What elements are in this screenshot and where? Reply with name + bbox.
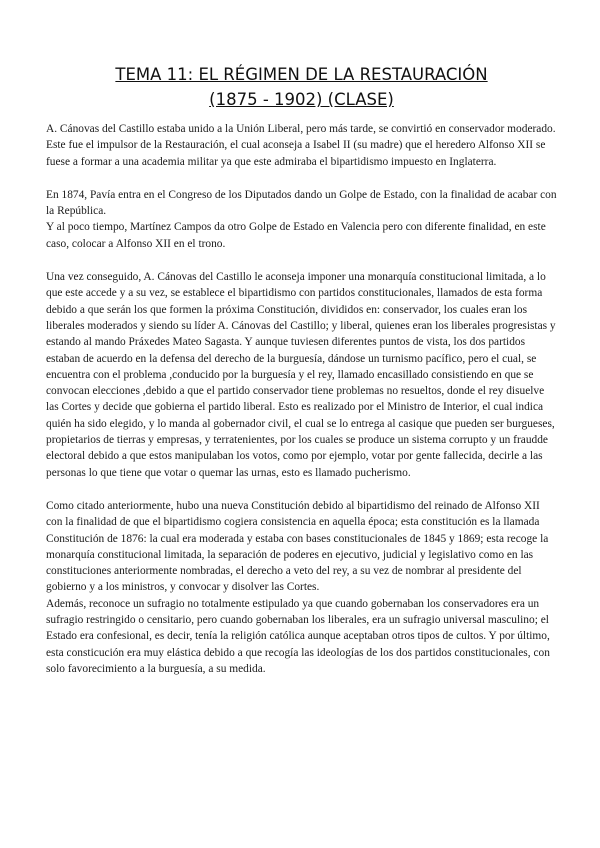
- title-block: [46, 62, 557, 112]
- paragraph-4: [46, 498, 557, 677]
- page-subtitle: (1875 - 1902) (CLASE): [209, 90, 394, 109]
- paragraph-sentence: A. Cánovas del Castillo estaba unido a la Unión Liberal, pero más tarde, se convirtió en conservador moderado.: [46, 123, 556, 135]
- paragraph-sentence: Este fue el impulsor de la Restauración, el cual aconseja a Isabel II (su madre) que el heredero Alfonso XII se fuese a formar a una academia militar ya que este admiraba el bipartidismo impuesto en Inglaterra.: [46, 139, 546, 168]
- page-title: TEMA 11: EL RÉGIMEN DE LA RESTAURACIÓN: [115, 65, 488, 84]
- paragraph-1: [46, 121, 557, 170]
- paragraph-sentence: Y al poco tiempo, Martínez Campos da otro Golpe de Estado en Valencia pero con diferente finalidad, en este caso, colocar a Alfonso XII en el trono.: [46, 221, 546, 250]
- paragraph-2: [46, 187, 557, 252]
- paragraph-sentence: Además, reconoce un sufragio no totalmente estipulado ya que cuando gobernaban los conservadores era un sufragio restringido o censitario, pero cuando gobernaban los liberales, era un sufragio universal masculino; el Estado era confesional, es decir, tenía la religión católica aunque aceptaban otros tipos de cultos. Y por último, esta consticución era muy elástica debido a que recogía las ideologías de los dos partidos constitucionales, con solo favorecimiento a la burguesía, a su medida.: [46, 597, 550, 675]
- paragraph-3: [46, 269, 557, 481]
- paragraph-sentence: Una vez conseguido, A. Cánovas del Castillo le aconseja imponer una monarquía constitucional limitada, a lo que este accede y a su vez, se establece el bipartidismo con partidos constitucionales, llamados de esta forma debido a que serán los que formen la próxima Constitución, divididos en: conservador, los cuales eran los liberales moderados y siendo su líder A. Cánovas del Castillo; y liberal, quienes eran los liberales progresistas y estando al mando Práxedes Mateo Sagasta. Y aunque tuviesen diferentes puntos de vista, los dos partidos estaban de acuerdo en la defensa del derecho de la burguesía, dándose un turnismo pacífico, pero el cual, se encuentra con el problema ,conducido por la burguesía y el rey, llamado encasillado consistiendo en que se convocan elecciones ,debido a que el partido conservador tiene problemas no resueltos, donde el rey disuelve las Cortes y decide que gobierna el partido liberal. Esto es realizado por el Ministro de Interior, el cual indica quién ha sido elegido, y lo manda al gobernador civil, el cual se lo entrega al casique que pueden ser burgueses, propietarios de tierras y empresas, y terratenientes, por los cuales se produce un sistema corrupto y un fraudde electoral debido a que estos manipulaban los votos, como por ejemplo, votar por gente fallecida, decirle a las personas lo que tiene que votar o quemar las urnas, esto es llamado pucherismo.: [46, 271, 556, 479]
- paragraph-sentence: En 1874, Pavía entra en el Congreso de los Diputados dando un Golpe de Estado, con la finalidad de acabar con la República.: [46, 188, 557, 218]
- paragraph-sentence: Como citado anteriormente, hubo una nueva Constitución debido al bipartidismo del reinado de Alfonso XII con la finalidad de que el bipartidismo cogiera consistencia en aquella época; esta constitución es la llamada Constitución de 1876: la cual era moderada y estaba con bases constitucionales de 1845 y 1869; esta recoge la monarquía constitucional limitada, la separación de poderes en ejecutivo, judicial y legislativo como en las constituciones anteriormente nombradas, el derecho a veto del rey, a su vez de nombrar al presidente del gobierno y a los ministros, y convocar y disolver las Cortes.: [46, 499, 549, 594]
